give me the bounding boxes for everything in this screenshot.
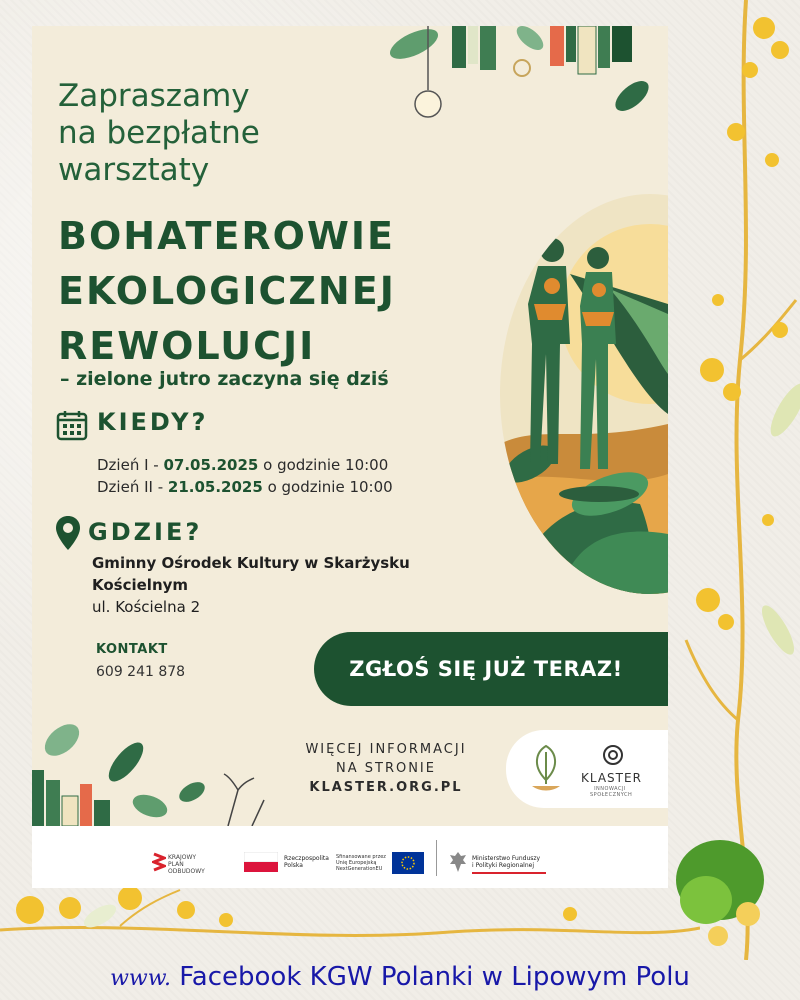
ministry-logo-text — [472, 855, 540, 869]
rp-line: Rzeczpospolita — [284, 855, 329, 862]
ministry-line: Ministerstwo Funduszy — [472, 855, 541, 862]
eu-flag-icon — [392, 852, 424, 874]
linden-flower-branch-decoration — [668, 0, 800, 960]
day-label: Dzień I - — [97, 456, 164, 474]
eu-logo-text — [336, 854, 386, 872]
klaster-logo-subtext — [590, 786, 633, 798]
more-info — [296, 740, 476, 797]
contact-phone: 609 241 878 — [96, 664, 186, 680]
eu-line: Unię Europejską — [336, 860, 377, 866]
klaster-sub-line: INNOWACJI — [594, 786, 626, 792]
klaster-sub-line: SPOŁECZNYCH — [590, 792, 633, 798]
logo-divider — [436, 840, 437, 876]
kpo-line: PLAN — [168, 861, 184, 868]
day-time: o godzinie 10:00 — [258, 456, 389, 474]
website-link[interactable]: KLASTER.ORG.PL — [309, 780, 463, 795]
intro-line: warsztaty — [58, 152, 210, 188]
eu-line: NextGenerationEU — [336, 866, 383, 872]
more-info-line: NA STRONIE — [336, 761, 436, 776]
location-pin-icon — [56, 516, 80, 550]
kpo-logo-text — [168, 854, 205, 875]
www-prefix: www. — [110, 966, 171, 991]
klaster-logo-icon — [602, 744, 624, 766]
day-date: 07.05.2025 — [163, 456, 259, 474]
funding-logos-bar — [32, 826, 668, 888]
intro-line: na bezpłatne — [58, 115, 260, 151]
workshop-poster — [32, 26, 668, 888]
day-date: 21.05.2025 — [167, 478, 263, 496]
kpo-line: ODBUDOWY — [168, 868, 205, 875]
headline-line: EKOLOGICZNEJ — [58, 269, 396, 313]
contact-label: KONTAKT — [96, 642, 168, 657]
date-line — [97, 476, 393, 498]
polish-flag-icon — [244, 852, 278, 872]
tree-logo-icon — [528, 742, 564, 794]
more-info-line: WIĘCEJ INFORMACJI — [305, 742, 467, 757]
venue-address: ul. Kościelna 2 — [92, 598, 201, 616]
venue-info — [92, 552, 422, 618]
day-time: o godzinie 10:00 — [262, 478, 393, 496]
klaster-logo-text: KLASTER — [581, 771, 642, 785]
facebook-page-name: Facebook KGW Polanki w Lipowym Polu — [179, 962, 690, 992]
workshop-dates — [97, 454, 393, 498]
poster-subtitle: – zielone jutro zaczyna się dziś — [60, 368, 389, 390]
date-line — [97, 454, 393, 476]
books-and-leaves-illustration — [382, 26, 668, 176]
intro-line: Zapraszamy — [58, 78, 250, 114]
venue-name-line: Gminny Ośrodek Kultury w Skarżysku — [92, 554, 410, 572]
ministry-red-underline — [472, 872, 546, 874]
headline-line: REWOLUCJI — [58, 324, 316, 368]
kpo-line: KRAJOWY — [168, 854, 197, 861]
facebook-page-link[interactable] — [0, 962, 800, 992]
poster-headline — [58, 209, 396, 374]
day-label: Dzień II - — [97, 478, 168, 496]
plants-and-books-illustration — [32, 700, 282, 828]
rp-logo-text — [284, 855, 329, 869]
ministry-line: i Polityki Regionalnej — [472, 862, 534, 869]
rp-line: Polska — [284, 862, 303, 869]
polish-eagle-icon — [448, 850, 468, 874]
bottom-flower-branch-decoration — [0, 880, 700, 960]
register-now-button[interactable]: ZGŁOŚ SIĘ JUŻ TERAZ! — [314, 632, 668, 706]
eu-line: Sfinansowane przez — [336, 854, 386, 860]
where-heading: GDZIE? — [88, 518, 203, 546]
when-heading: KIEDY? — [97, 408, 209, 436]
calendar-icon — [56, 409, 88, 441]
eco-heroes-illustration — [500, 194, 668, 596]
kpo-logo-icon — [152, 852, 166, 872]
intro-text — [58, 78, 378, 189]
venue-name-line: Kościelnym — [92, 576, 189, 594]
headline-line: BOHATEROWIE — [58, 214, 395, 258]
